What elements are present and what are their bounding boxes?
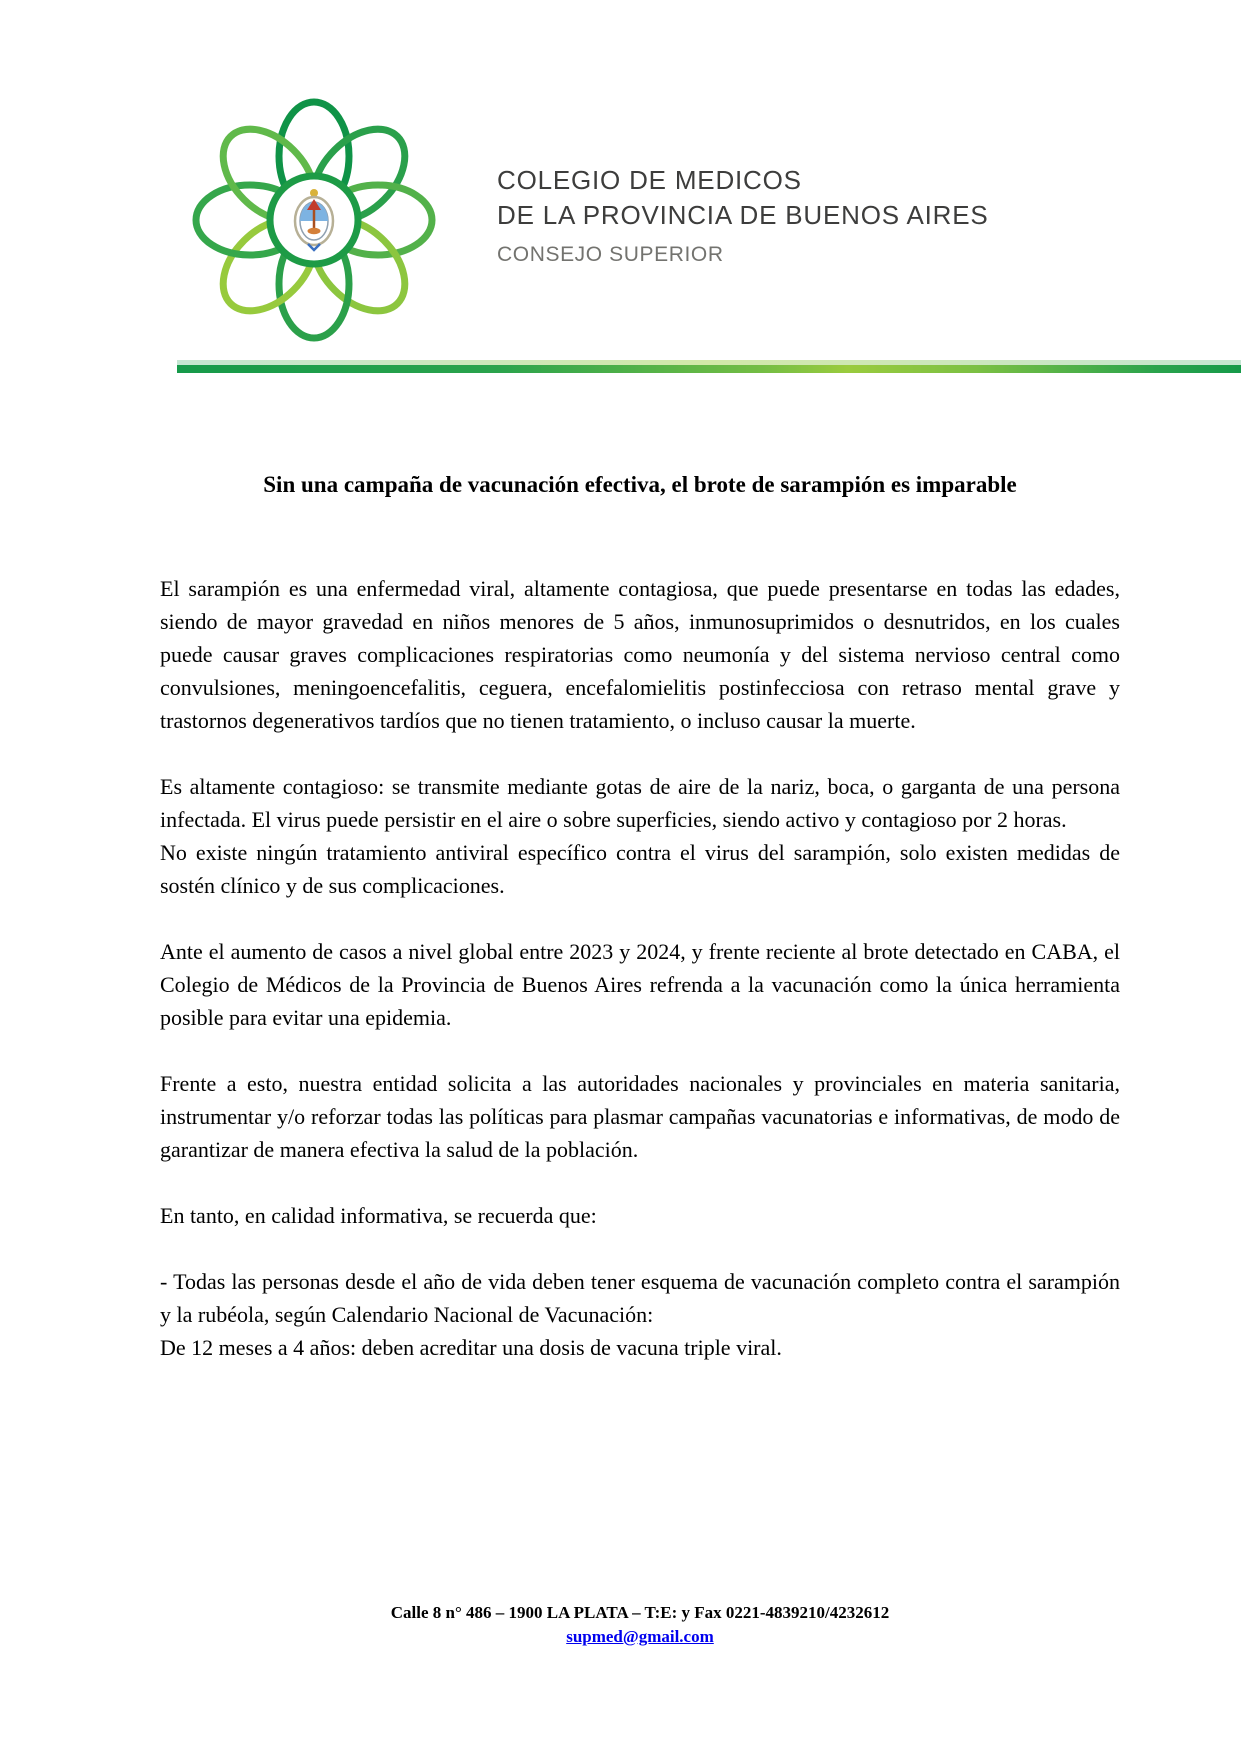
letterhead [0, 0, 1241, 373]
green-divider [177, 365, 1241, 373]
body-paragraph: Frente a esto, nuestra entidad solicita a las autoridades nacionales y provinciales en materia sanitaria, instrumentar y/o reforzar todas las políticas para plasmar campañas vacunatorias e informativas, de modo de garantizar de manera efectiva la salud de la población. [160, 1071, 1120, 1162]
body-paragraph: No existe ningún tratamiento antiviral específico contra el virus del sarampión, solo existen medidas de sostén clínico y de sus complicaciones. [160, 840, 1120, 898]
org-name-line1: COLEGIO DE MEDICOS [497, 165, 802, 195]
footer-email-link[interactable]: supmed@gmail.com [566, 1627, 714, 1646]
body-paragraph: Ante el aumento de casos a nivel global entre 2023 y 2024, y frente reciente al brote detectado en CABA, el Colegio de Médicos de la Provincia de Buenos Aires refrenda a la vacunación como la única herramienta posible para evitar una epidemia. [160, 939, 1120, 1030]
org-name-block [497, 163, 989, 272]
body-paragraph: En tanto, en calidad informativa, se recuerda que: [160, 1203, 597, 1228]
document-footer [160, 1601, 1120, 1649]
body-paragraph: El sarampión es una enfermedad viral, altamente contagiosa, que puede presentarse en todas las edades, siendo de mayor gravedad en niños menores de 5 años, inmunosuprimidos o desnutridos, en los cuales puede causar graves complicaciones respiratorias como neumonía y del sistema nervioso central como convulsiones, meningoencefalitis, ceguera, encefalomielitis postinfecciosa con retraso mental grave y trastornos degenerativos tardíos que no tienen tratamiento, o incluso causar la muerte. [160, 576, 1120, 733]
document-title: Sin una campaña de vacunación efectiva, el brote de sarampión es imparable [263, 472, 1017, 497]
body-paragraph: Es altamente contagioso: se transmite mediante gotas de aire de la nariz, boca, o garganta de una persona infectada. El virus puede persistir en el aire o sobre superficies, siendo activo y contagioso por 2 horas. [160, 774, 1120, 832]
footer-address: Calle 8 n° 486 – 1900 LA PLATA – T:E: y Fax 0221-4839210/4232612 [390, 1603, 890, 1622]
document-body [160, 373, 1120, 1364]
body-paragraph: De 12 meses a 4 años: deben acreditar una dosis de vacuna triple viral. [160, 1335, 782, 1360]
org-name-line2: DE LA PROVINCIA DE BUENOS AIRES [497, 200, 989, 230]
flower-logo-icon [192, 92, 436, 346]
org-subtitle: CONSEJO SUPERIOR [497, 243, 724, 266]
org-logo [192, 92, 436, 346]
body-paragraph: - Todas las personas desde el año de vida deben tener esquema de vacunación completo contra el sarampión y la rubéola, según Calendario Nacional de Vacunación: [160, 1269, 1120, 1327]
